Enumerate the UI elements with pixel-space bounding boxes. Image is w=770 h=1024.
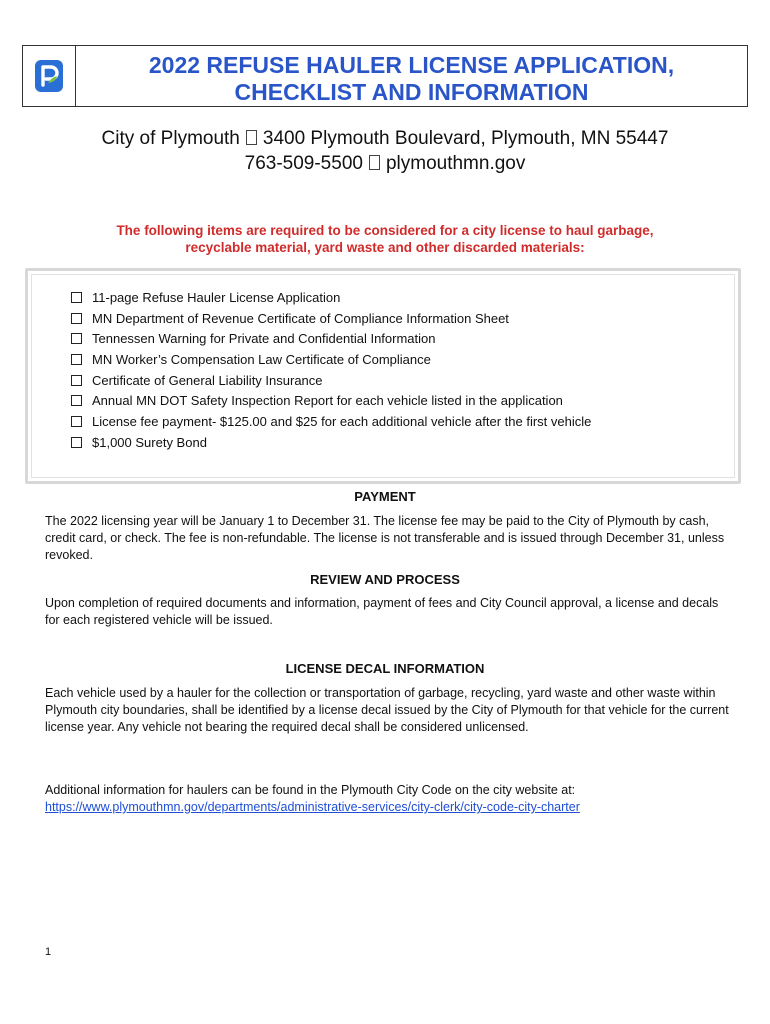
- additional-info-text: Additional information for haulers can be found in the Plymouth City Code on the city website at:: [45, 783, 576, 797]
- separator-box-icon: [246, 130, 257, 145]
- city-code-link[interactable]: https://www.plymouthmn.gov/departments/administrative-services/city-clerk/city-code-city-charter: [45, 800, 580, 814]
- contact-info: [0, 126, 770, 176]
- contact-line-2: [0, 151, 770, 176]
- checklist-item-label: MN Worker’s Compensation Law Certificate of Compliance: [92, 351, 431, 367]
- checkbox-icon[interactable]: [71, 375, 82, 386]
- checkbox-icon[interactable]: [71, 416, 82, 427]
- logo-cell: [23, 46, 76, 106]
- checklist-item-label: Annual MN DOT Safety Inspection Report for each vehicle listed in the application: [92, 393, 563, 409]
- payment-text: The 2022 licensing year will be January 1 to December 31. The license fee may be paid to the City of Plymouth by cash, credit card, or check. The fee is non-refundable. The license is not transferable and is issued through December 31, unless revoked.: [45, 514, 725, 562]
- checklist-item-label: Certificate of General Liability Insurance: [92, 372, 323, 388]
- checkbox-icon[interactable]: [71, 292, 82, 303]
- decal-text: Each vehicle used by a hauler for the collection or transportation of garbage, recycling, yard waste and other waste within Plymouth city boundaries, shall be identified by a license decal issued by the City of Plymouth for that vehicle for the current license year. Any vehicle not bearing the required decal shall be considered unlicensed.: [45, 686, 729, 734]
- city-website: plymouthmn.gov: [385, 153, 526, 174]
- additional-info: [45, 782, 735, 816]
- page-title: [76, 52, 747, 106]
- checklist: [71, 287, 591, 453]
- review-text: Upon completion of required documents and information, payment of fees and City Council approval, a license and decals for each registered vehicle will be issued.: [45, 596, 719, 627]
- header-box: [22, 45, 748, 107]
- title-line-1: 2022 REFUSE HAULER LICENSE APPLICATION,: [148, 52, 675, 78]
- required-items-notice: [40, 222, 730, 256]
- review-heading: REVIEW AND PROCESS: [310, 572, 460, 587]
- checklist-item[interactable]: [71, 411, 591, 432]
- city-phone: 763-509-5500: [244, 153, 363, 174]
- checklist-item[interactable]: [71, 370, 591, 391]
- notice-line-2: recyclable material, yard waste and other discarded materials:: [185, 240, 585, 255]
- checklist-item-label: 11-page Refuse Hauler License Application: [92, 289, 341, 305]
- checklist-item[interactable]: [71, 390, 591, 411]
- checkbox-icon[interactable]: [71, 313, 82, 324]
- checkbox-icon[interactable]: [71, 354, 82, 365]
- separator-box-icon: [369, 155, 380, 170]
- checklist-item[interactable]: [71, 349, 591, 370]
- decal-heading: LICENSE DECAL INFORMATION: [285, 661, 485, 676]
- checklist-item-label: License fee payment- $125.00 and $25 for each additional vehicle after the first vehicle: [92, 413, 592, 429]
- checkbox-icon[interactable]: [71, 437, 82, 448]
- checklist-item[interactable]: [71, 287, 591, 308]
- checkbox-icon[interactable]: [71, 395, 82, 406]
- payment-heading: PAYMENT: [354, 489, 416, 504]
- checkbox-icon[interactable]: [71, 333, 82, 344]
- checklist-item-label: Tennessen Warning for Private and Confidential Information: [92, 331, 436, 347]
- checklist-box: [25, 268, 741, 484]
- city-address: 3400 Plymouth Boulevard, Plymouth, MN 55447: [262, 128, 669, 149]
- checklist-item-label: MN Department of Revenue Certificate of Compliance Information Sheet: [92, 310, 509, 326]
- contact-line-1: [0, 126, 770, 151]
- notice-line-1: The following items are required to be considered for a city license to haul garbage,: [116, 223, 654, 238]
- page-number: 1: [45, 946, 52, 958]
- plymouth-logo-icon: [32, 57, 66, 95]
- checklist-item[interactable]: [71, 432, 591, 453]
- checklist-item[interactable]: [71, 328, 591, 349]
- checklist-item-label: $1,000 Surety Bond: [92, 434, 207, 450]
- city-name: City of Plymouth: [101, 128, 240, 149]
- checklist-item[interactable]: [71, 308, 591, 329]
- title-line-2: CHECKLIST AND INFORMATION: [234, 79, 589, 105]
